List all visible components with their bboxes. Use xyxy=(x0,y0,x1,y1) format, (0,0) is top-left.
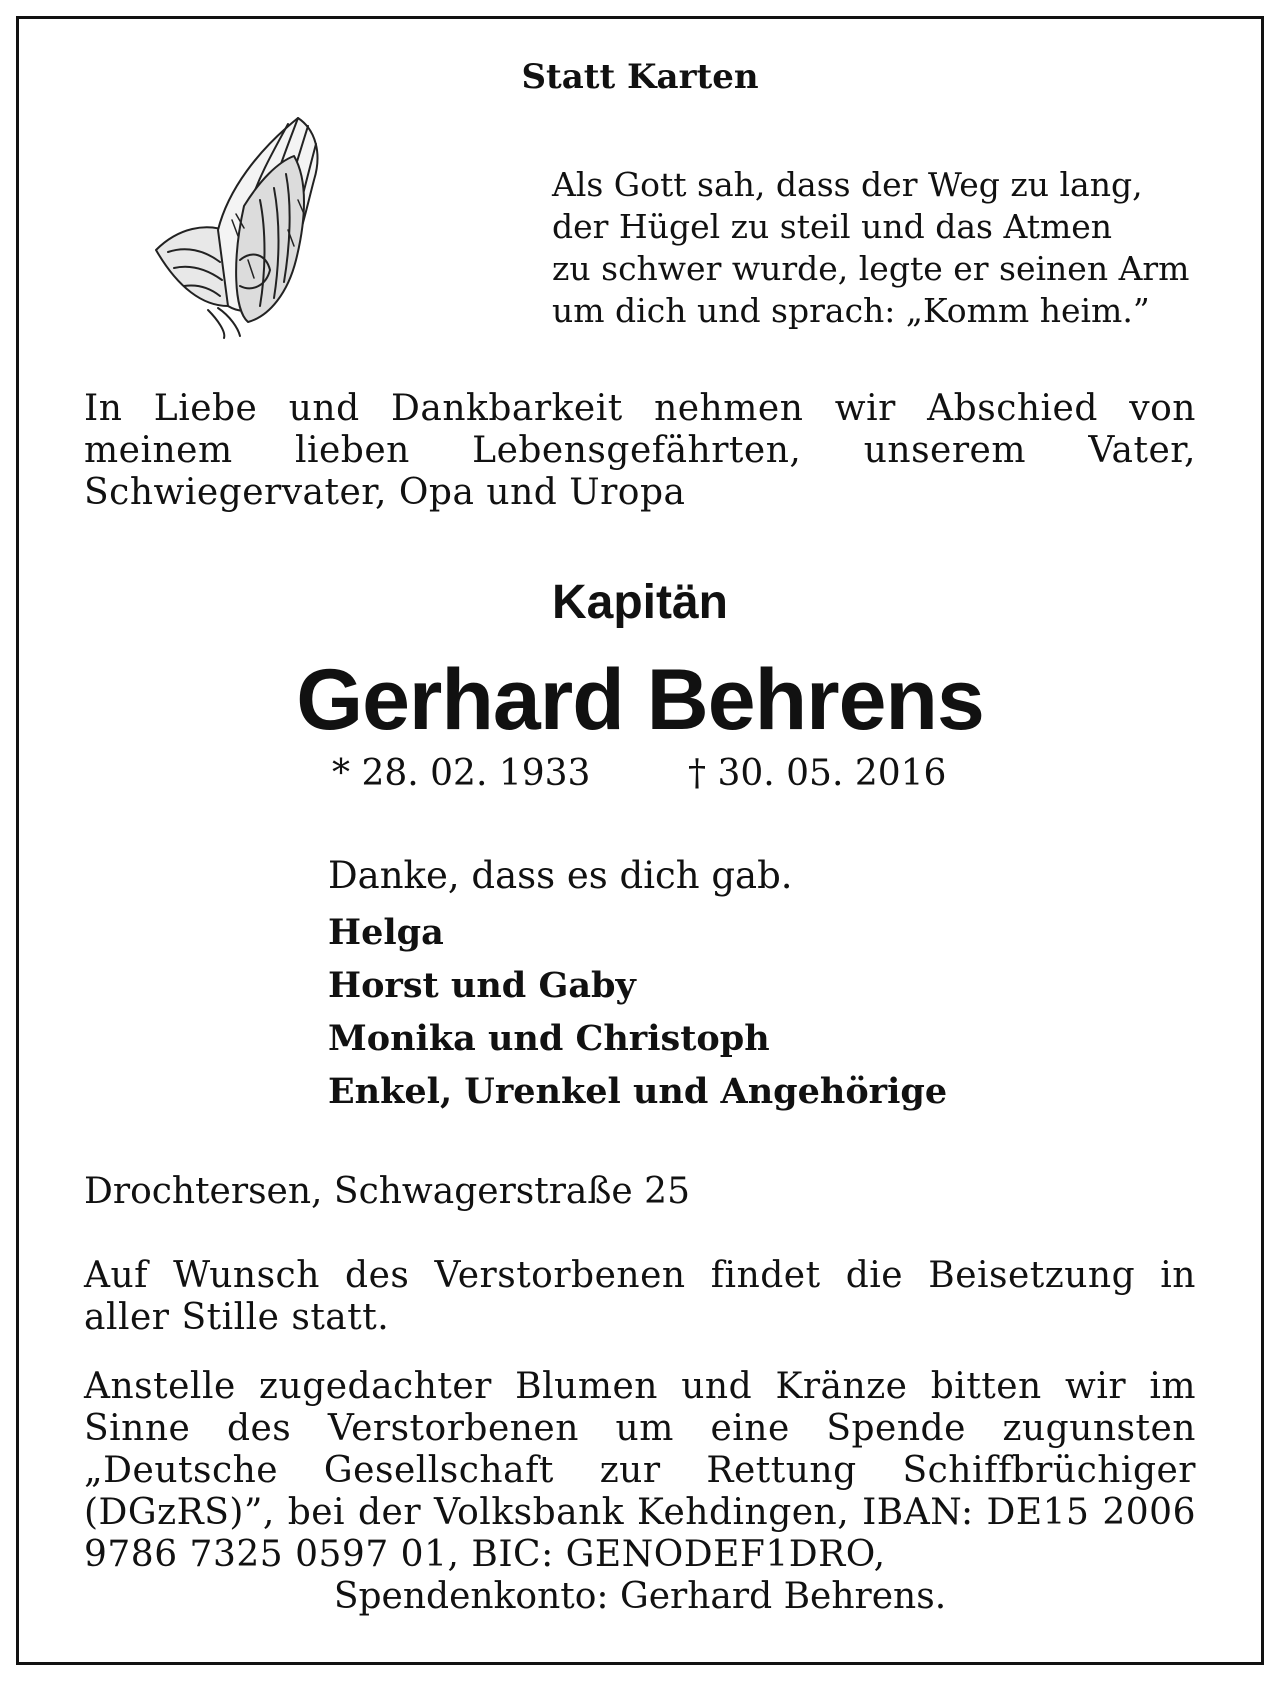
family-member: Monika und Christoph xyxy=(328,1018,770,1059)
notice-header: Statt Karten xyxy=(521,57,759,97)
poem-line: um dich und sprach: „Komm heim.” xyxy=(552,291,1150,330)
poem xyxy=(552,164,1212,332)
family-member: Helga xyxy=(328,912,444,953)
intro-paragraph: In Liebe und Dankbarkeit nehmen wir Abschied von meinem lieben Lebensgefährten, unserem Vater, Schwiegervater, Opa und Uropa xyxy=(84,388,1196,513)
birth-date: * 28. 02. 1933 xyxy=(332,753,591,794)
deceased-name: Gerhard Behrens xyxy=(296,652,984,748)
address: Drochtersen, Schwagerstraße 25 xyxy=(84,1171,690,1212)
burial-note: Auf Wunsch des Verstorbenen findet die Beisetzung in aller Stille statt. xyxy=(84,1255,1196,1338)
poem-line: Als Gott sah, dass der Weg zu lang, xyxy=(552,165,1143,204)
deceased-title: Kapitän xyxy=(551,576,728,629)
poem-line: der Hügel zu steil und das Atmen xyxy=(552,207,1113,246)
donation-note: Anstelle zugedachter Blumen und Kränze bitten wir im Sinne des Verstorbenen um eine Spende zugunsten „Deutsche Gesellschaft zur Rettung Schiffbrüchiger (DGzRS)”, bei der Volksbank Kehdingen, IBAN: DE15 2006 9786 7325 0597 01, BIC: GENODEF1DRO, xyxy=(84,1366,1196,1575)
family-member: Horst und Gaby xyxy=(328,965,636,1006)
family-list xyxy=(328,906,947,1118)
poem-line: zu schwer wurde, legte er seinen Arm xyxy=(552,249,1190,288)
death-date: † 30. 05. 2016 xyxy=(688,753,947,794)
praying-hands-icon xyxy=(148,110,348,340)
thanks-line: Danke, dass es dich gab. xyxy=(328,854,793,897)
donation-account: Spendenkonto: Gerhard Behrens. xyxy=(333,1576,947,1617)
family-member: Enkel, Urenkel und Angehörige xyxy=(328,1071,948,1112)
